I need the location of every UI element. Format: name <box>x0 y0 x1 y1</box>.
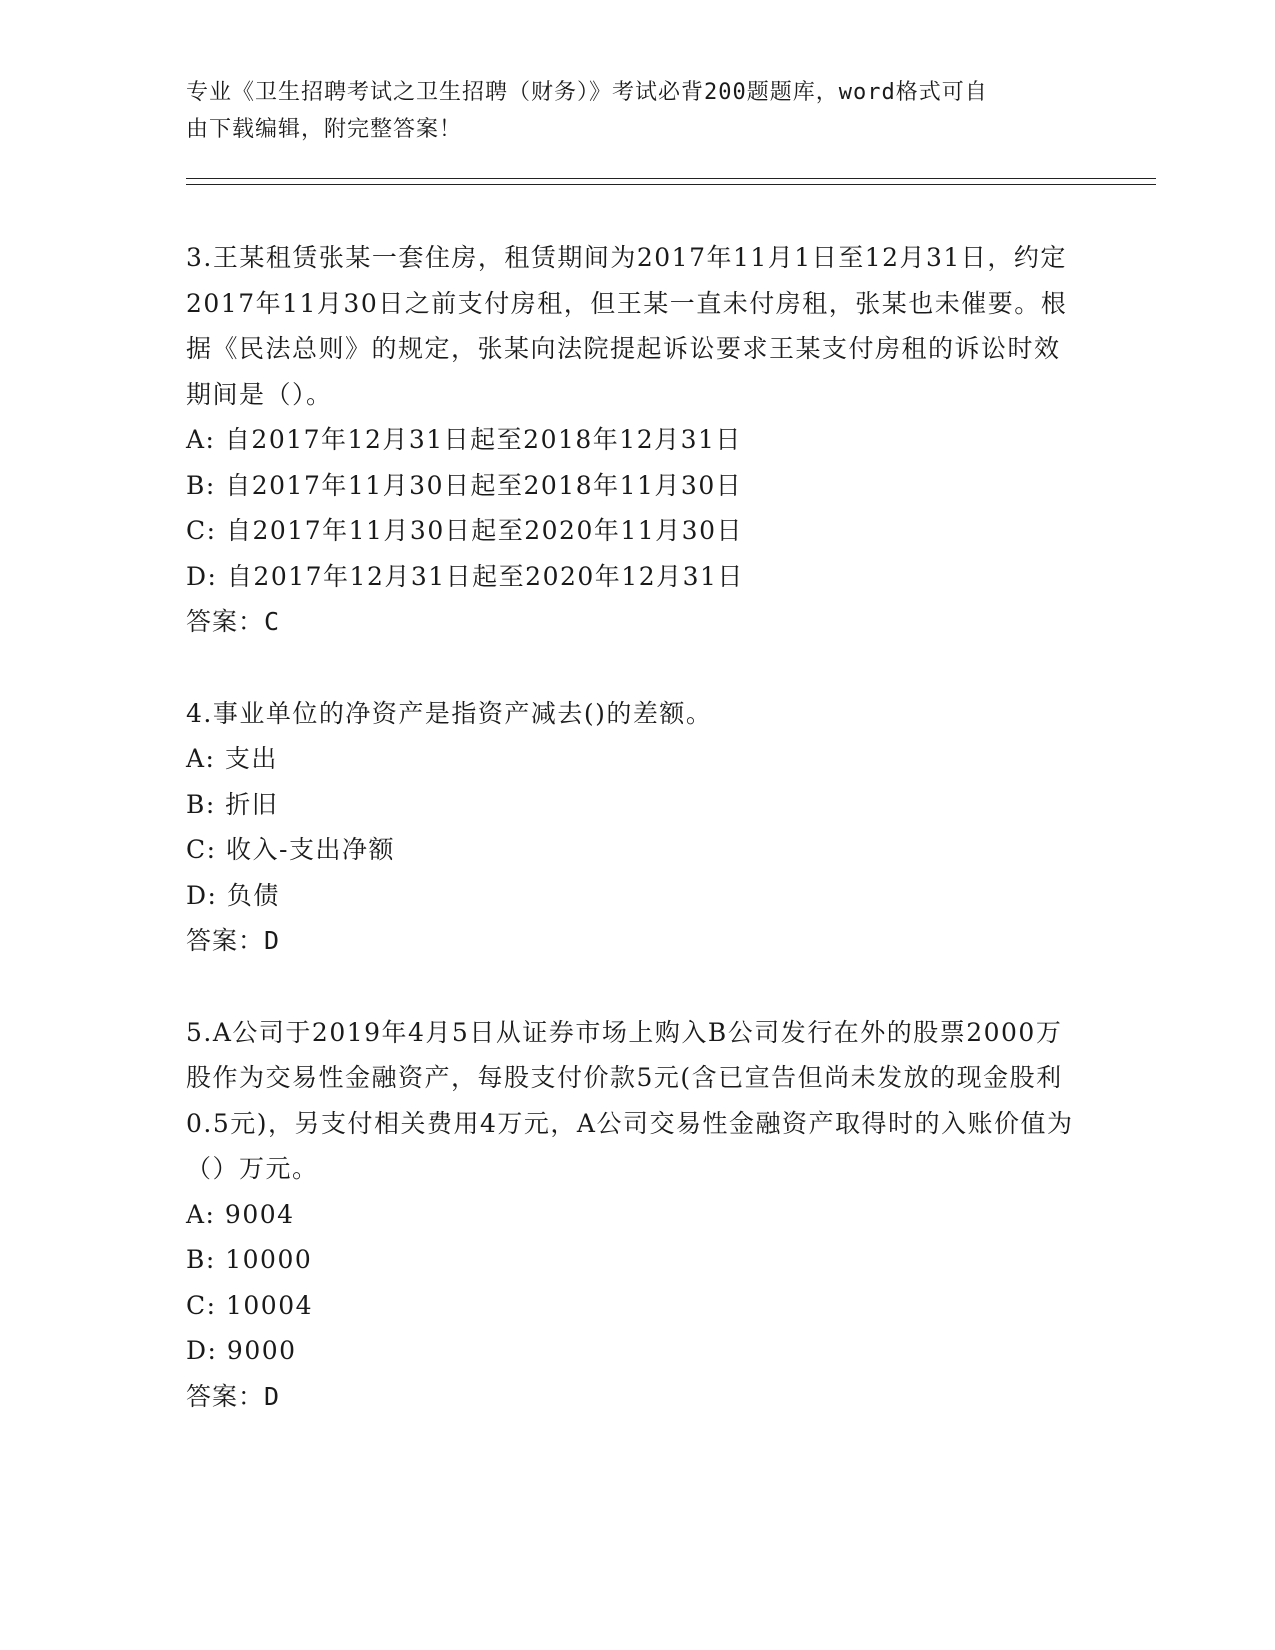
document-header <box>186 74 1066 148</box>
question-4 <box>186 691 1086 964</box>
option-d: D: 自2017年12月31日起至2020年12月31日 <box>186 561 744 591</box>
option-a: A: 自2017年12月31日起至2018年12月31日 <box>186 425 742 454</box>
option-c: C: 10004 <box>186 1290 314 1320</box>
header-line-2: 由下载编辑，附完整答案！ <box>186 117 463 142</box>
question-stem: 4.事业单位的净资产是指资产减去()的差额。 <box>186 698 713 728</box>
question-list <box>186 235 1086 1465</box>
answer-line: 答案：D <box>186 926 281 955</box>
header-line-1: 专业《卫生招聘考试之卫生招聘（财务）》考试必背200题题库，word格式可自 <box>186 80 988 105</box>
question-3 <box>186 235 1086 645</box>
header-divider-top <box>186 178 1156 179</box>
option-b: B: 折旧 <box>186 789 279 819</box>
option-c: C: 自2017年11月30日起至2020年11月30日 <box>186 516 743 545</box>
question-stem: 3.王某租赁张某一套住房，租赁期间为2017年11月1日至12月31日，约定2017年11月30日之前支付房租，但王某一直未付房租，张某也未催要。根据《民法总则》的规定，张某向法院提起诉讼要求王某支付房租的诉讼时效期间是（）。 <box>186 243 1068 409</box>
question-5 <box>186 1010 1086 1420</box>
option-b: B: 10000 <box>186 1245 313 1274</box>
answer-line: 答案：C <box>186 607 281 636</box>
option-b: B: 自2017年11月30日起至2018年11月30日 <box>186 470 743 500</box>
header-divider-bottom <box>186 184 1156 185</box>
option-d: D: 9000 <box>186 1336 297 1365</box>
answer-line: 答案：D <box>186 1381 281 1411</box>
option-d: D: 负债 <box>186 880 280 910</box>
question-stem: 5.A公司于2019年4月5日从证券市场上购入B公司发行在外的股票2000万股作为交易性金融资产，每股支付价款5元(含已宣告但尚未发放的现金股利0.5元)，另支付相关费用4万元，A公司交易性金融资产取得时的入账价值为（）万元。 <box>186 1017 1074 1183</box>
option-a: A: 9004 <box>186 1199 295 1229</box>
option-c: C: 收入-支出净额 <box>186 835 395 864</box>
option-a: A: 支出 <box>186 744 278 773</box>
